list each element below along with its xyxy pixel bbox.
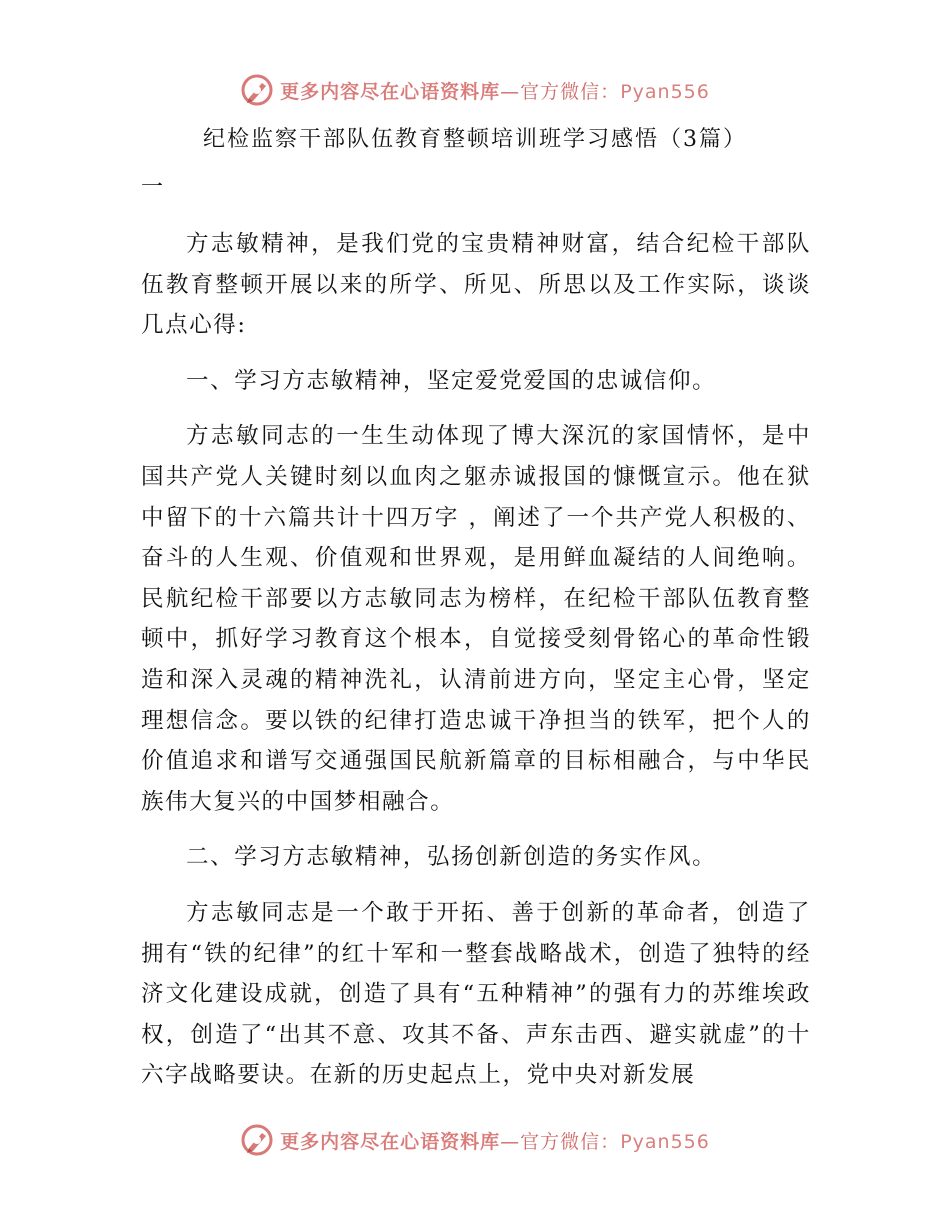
heading-point-2: 二、学习方志敏精神，弘扬创新创造的务实作风。 — [186, 844, 717, 871]
paragraph-intro: 方志敏精神，是我们党的宝贵精神财富，结合纪检干部队伍教育整顿开展以来的所学、所见、所思以及工作实际，谈谈几点心得: — [141, 231, 811, 339]
watermark-brand: 更多内容尽在心语资料库 — [280, 80, 501, 103]
header-watermark — [0, 70, 950, 110]
watermark-wechat-id: Pyan556 — [620, 80, 710, 103]
watermark-brand: 更多内容尽在心语资料库 — [280, 1130, 501, 1153]
pen-logo-icon — [240, 73, 274, 107]
watermark-official: 官方微信： — [520, 1130, 621, 1153]
footer-watermark — [0, 1120, 950, 1160]
watermark-dash: — — [500, 80, 521, 103]
document-body — [141, 224, 811, 1111]
watermark-dash: — — [500, 1130, 521, 1153]
watermark-label — [280, 1127, 710, 1154]
section-number: 一 — [141, 175, 164, 200]
document-title: 纪检监察干部队伍教育整顿培训班学习感悟（3篇） — [203, 127, 747, 152]
paragraph-point-1: 方志敏同志的一生生动体现了博大深沉的家国情怀，是中国共产党人关键时刻以血肉之躯赤诚报国的慷慨宣示。他在狱中留下的十六篇共计十四万字 ，阐述了一个共产党人积极的、奋斗的人生观、价值观和世界观，是用鲜血凝结的人间绝响。民航纪检干部要以方志敏同志为榜样，在纪检干部队伍教育整顿中，抓好学习教育这个根本，自觉接受刻骨铭心的革命性锻造和深入灵魂的精神洗礼，认清前进方向，坚定主心骨，坚定理想信念。要以铁的纪律打造忠诚干净担当的铁军，把个人的价值追求和谱写交通强国民航新篇章的目标相融合，与中华民族伟大复兴的中国梦相融合。 — [141, 423, 811, 815]
heading-point-1: 一、学习方志敏精神，坚定爱党爱国的忠诚信仰。 — [186, 367, 717, 394]
watermark-official: 官方微信： — [520, 80, 621, 103]
watermark-label — [280, 77, 710, 104]
watermark-wechat-id: Pyan556 — [620, 1130, 710, 1153]
paragraph-point-2: 方志敏同志是一个敢于开拓、善于创新的革命者，创造了拥有“铁的纪律”的红十军和一整套战略战术，创造了独特的经济文化建设成就，创造了具有“五种精神”的强有力的苏维埃政权，创造了“出其不意、攻其不备、声东击西、避实就虚”的十六字战略要诀。在新的历史起点上，党中央对新发展 — [141, 899, 811, 1089]
pen-logo-icon — [240, 1123, 274, 1157]
